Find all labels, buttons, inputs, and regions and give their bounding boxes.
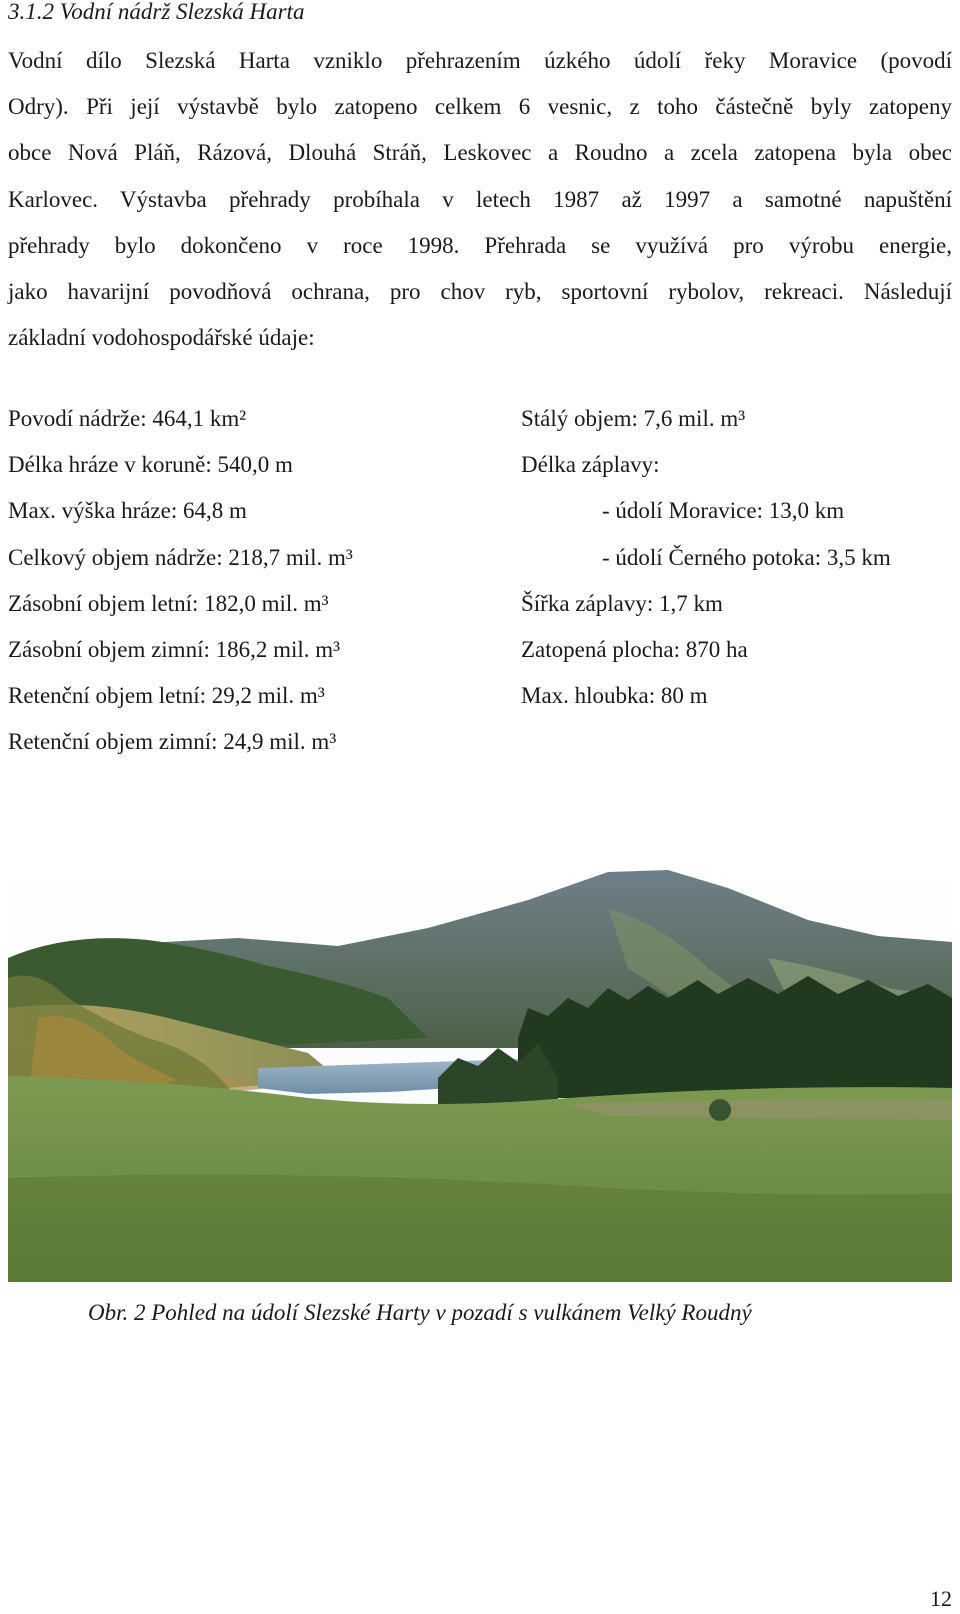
data-item: Stálý objem: 7,6 mil. m³	[521, 406, 746, 431]
data-item: Šířka záplavy: 1,7 km	[521, 590, 723, 616]
data-subitem: - údolí Moravice: 13,0 km	[602, 498, 845, 524]
data-item: Délka záplavy:	[521, 452, 660, 478]
reservoir-data-right	[521, 404, 891, 727]
intro-line: Vodní dílo Slezská Harta vzniklo přehrazením úzkého údolí řeky Moravice (povodí	[8, 48, 952, 73]
figure-caption: Obr. 2 Pohled na údolí Slezské Harty v pozadí s vulkánem Velký Roudný	[88, 1300, 752, 1325]
landscape-photo	[8, 848, 952, 1282]
intro-line: základní vodohospodářské údaje:	[8, 325, 315, 351]
data-item: Retenční objem zimní: 24,9 mil. m³	[8, 729, 337, 755]
reservoir-data-left	[8, 404, 353, 774]
data-item: Délka hráze v koruně: 540,0 m	[8, 452, 293, 478]
data-item: Max. výška hráze: 64,8 m	[8, 498, 247, 524]
data-subitem: - údolí Černého potoka: 3,5 km	[602, 544, 891, 570]
intro-line: jako havarijní povodňová ochrana, pro chov ryb, sportovní rybolov, rekreaci. Následují	[8, 279, 952, 305]
data-item: Povodí nádrže: 464,1 km²	[8, 406, 247, 431]
data-item: Zatopená plocha: 870 ha	[521, 636, 748, 662]
intro-line: přehrady bylo dokončeno v roce 1998. Přehrada se využívá pro výrobu energie,	[8, 232, 952, 258]
intro-line: Odry). Při její výstavbě bylo zatopeno celkem 6 vesnic, z toho částečně byly zatopeny	[8, 94, 952, 120]
page-number: 12	[930, 1586, 952, 1611]
section-heading: 3.1.2 Vodní nádrž Slezská Harta	[8, 0, 305, 24]
data-item: Zásobní objem letní: 182,0 mil. m³	[8, 590, 329, 616]
data-item: Max. hloubka: 80 m	[521, 683, 708, 709]
data-item: Retenční objem letní: 29,2 mil. m³	[8, 683, 325, 709]
intro-line: Karlovec. Výstavba přehrady probíhala v letech 1987 až 1997 a samotné napuštění	[8, 186, 952, 212]
data-item: Zásobní objem zimní: 186,2 mil. m³	[8, 636, 341, 662]
data-item: Celkový objem nádrže: 218,7 mil. m³	[8, 544, 353, 570]
intro-paragraph	[8, 38, 952, 361]
intro-line: obce Nová Pláň, Rázová, Dlouhá Stráň, Leskovec a Roudno a zcela zatopena byla obec	[8, 140, 952, 166]
